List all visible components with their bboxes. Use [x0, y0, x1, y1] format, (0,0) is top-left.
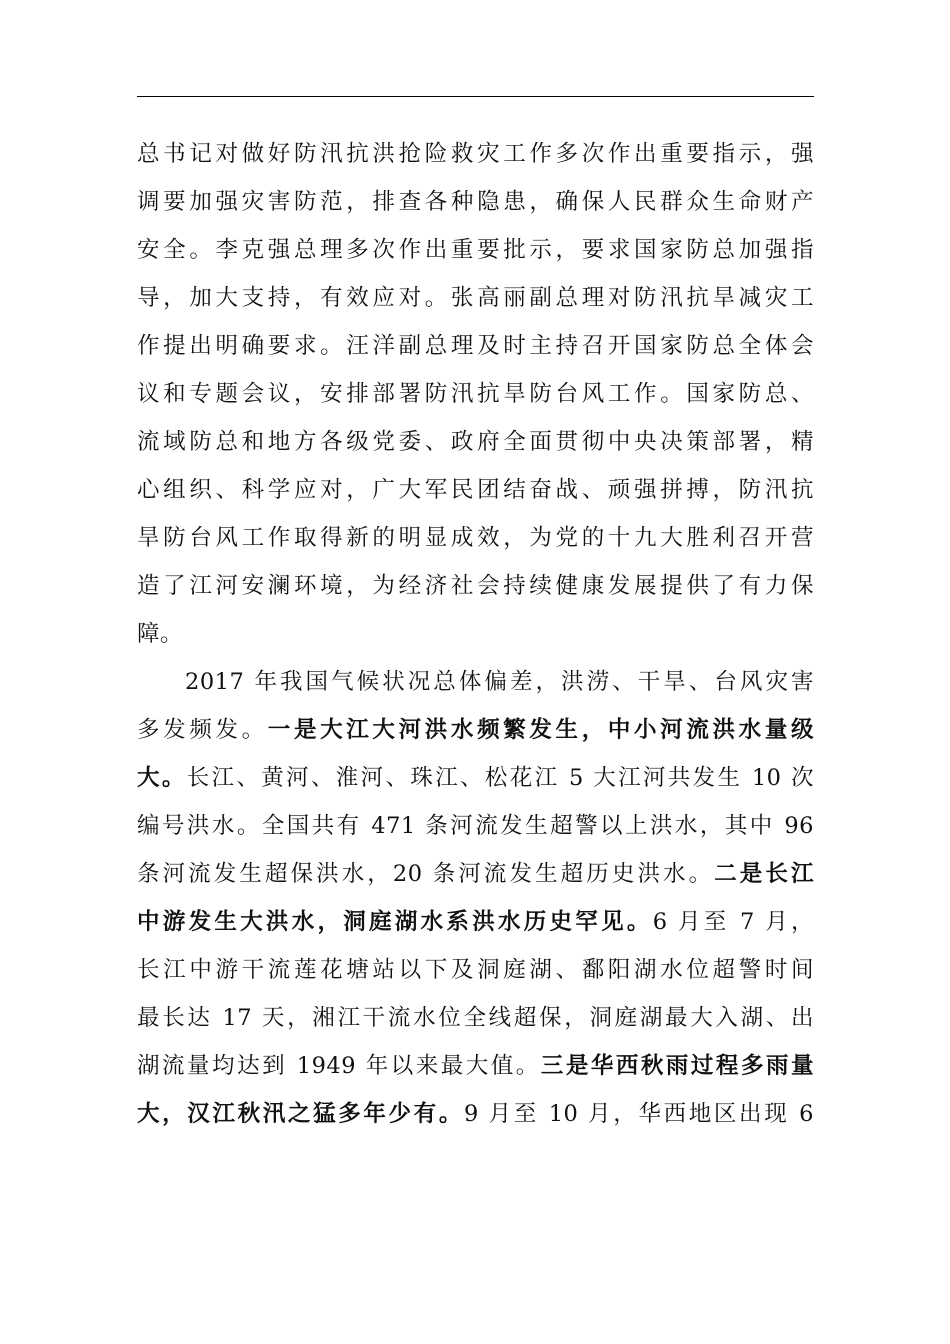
text-run: 长江、黄河、淮河、珠江、松花江 5 大江河共发生 10 次 — [186, 765, 814, 791]
text-line — [137, 178, 814, 226]
text-line — [137, 130, 814, 178]
text-line — [137, 946, 814, 994]
text-line — [137, 610, 814, 658]
text-line — [137, 802, 814, 850]
text-line — [137, 514, 814, 562]
text-line — [137, 706, 814, 754]
bold-text-run: 大。 — [137, 765, 187, 791]
bold-text-run: 三是华西秋雨过程多雨量 — [540, 1053, 814, 1079]
text-line — [137, 754, 814, 802]
text-run: 编号洪水。全国共有 471 条河流发生超警以上洪水，其中 96 — [137, 813, 814, 839]
text-line — [137, 322, 814, 370]
text-line — [137, 418, 814, 466]
text-run: 总书记对做好防汛抗洪抢险救灾工作多次作出重要指示，强 — [137, 141, 814, 167]
text-line — [137, 1090, 814, 1138]
text-run: 9 月至 10 月，华西地区出现 6 — [463, 1101, 814, 1127]
text-run: 最长达 17 天，湘江干流水位全线超保，洞庭湖最大入湖、出 — [137, 1005, 814, 1031]
text-run: 6 月至 7 月， — [652, 909, 814, 935]
text-line — [137, 274, 814, 322]
text-run: 条河流发生超保洪水，20 条河流发生超历史洪水。 — [137, 861, 715, 887]
bold-text-run: 大，汉江秋汛之猛多年少有。 — [137, 1101, 464, 1127]
bold-text-run: 中游发生大洪水，洞庭湖水系洪水历史罕见。 — [137, 909, 653, 935]
text-line — [137, 850, 814, 898]
text-run: 障。 — [137, 621, 184, 647]
text-run: 安全。李克强总理多次作出重要批示，要求国家防总加强指 — [137, 237, 814, 263]
text-line — [137, 370, 814, 418]
text-run: 流域防总和地方各级党委、政府全面贯彻中央决策部署，精 — [137, 429, 814, 455]
text-run: 造了江河安澜环境，为经济社会持续健康发展提供了有力保 — [137, 573, 814, 599]
text-run: 导，加大支持，有效应对。张高丽副总理对防汛抗旱减灾工 — [137, 285, 814, 311]
text-run: 作提出明确要求。汪洋副总理及时主持召开国家防总全体会 — [137, 333, 814, 359]
text-line — [137, 994, 814, 1042]
text-run: 心组织、科学应对，广大军民团结奋战、顽强拼搏，防汛抗 — [137, 477, 814, 503]
text-run: 多发频发。 — [137, 717, 268, 743]
document-body — [137, 130, 814, 1138]
text-line — [137, 898, 814, 946]
text-line — [137, 226, 814, 274]
text-run: 湖流量均达到 1949 年以来最大值。 — [137, 1053, 541, 1079]
text-line — [137, 466, 814, 514]
text-run: 旱防台风工作取得新的明显成效，为党的十九大胜利召开营 — [137, 525, 814, 551]
text-line — [137, 1042, 814, 1090]
text-line — [137, 562, 814, 610]
text-run: 2017 年我国气候状况总体偏差，洪涝、干旱、台风灾害 — [185, 669, 814, 695]
bold-text-run: 一是大江大河洪水频繁发生，中小河流洪水量级 — [267, 717, 814, 743]
header-rule — [137, 96, 814, 97]
text-run: 长江中游干流莲花塘站以下及洞庭湖、鄱阳湖水位超警时间 — [137, 957, 814, 983]
text-line — [137, 658, 814, 706]
text-run: 调要加强灾害防范，排查各种隐患，确保人民群众生命财产 — [137, 189, 814, 215]
bold-text-run: 二是长江 — [714, 861, 814, 887]
text-run: 议和专题会议，安排部署防汛抗旱防台风工作。国家防总、 — [137, 381, 814, 407]
